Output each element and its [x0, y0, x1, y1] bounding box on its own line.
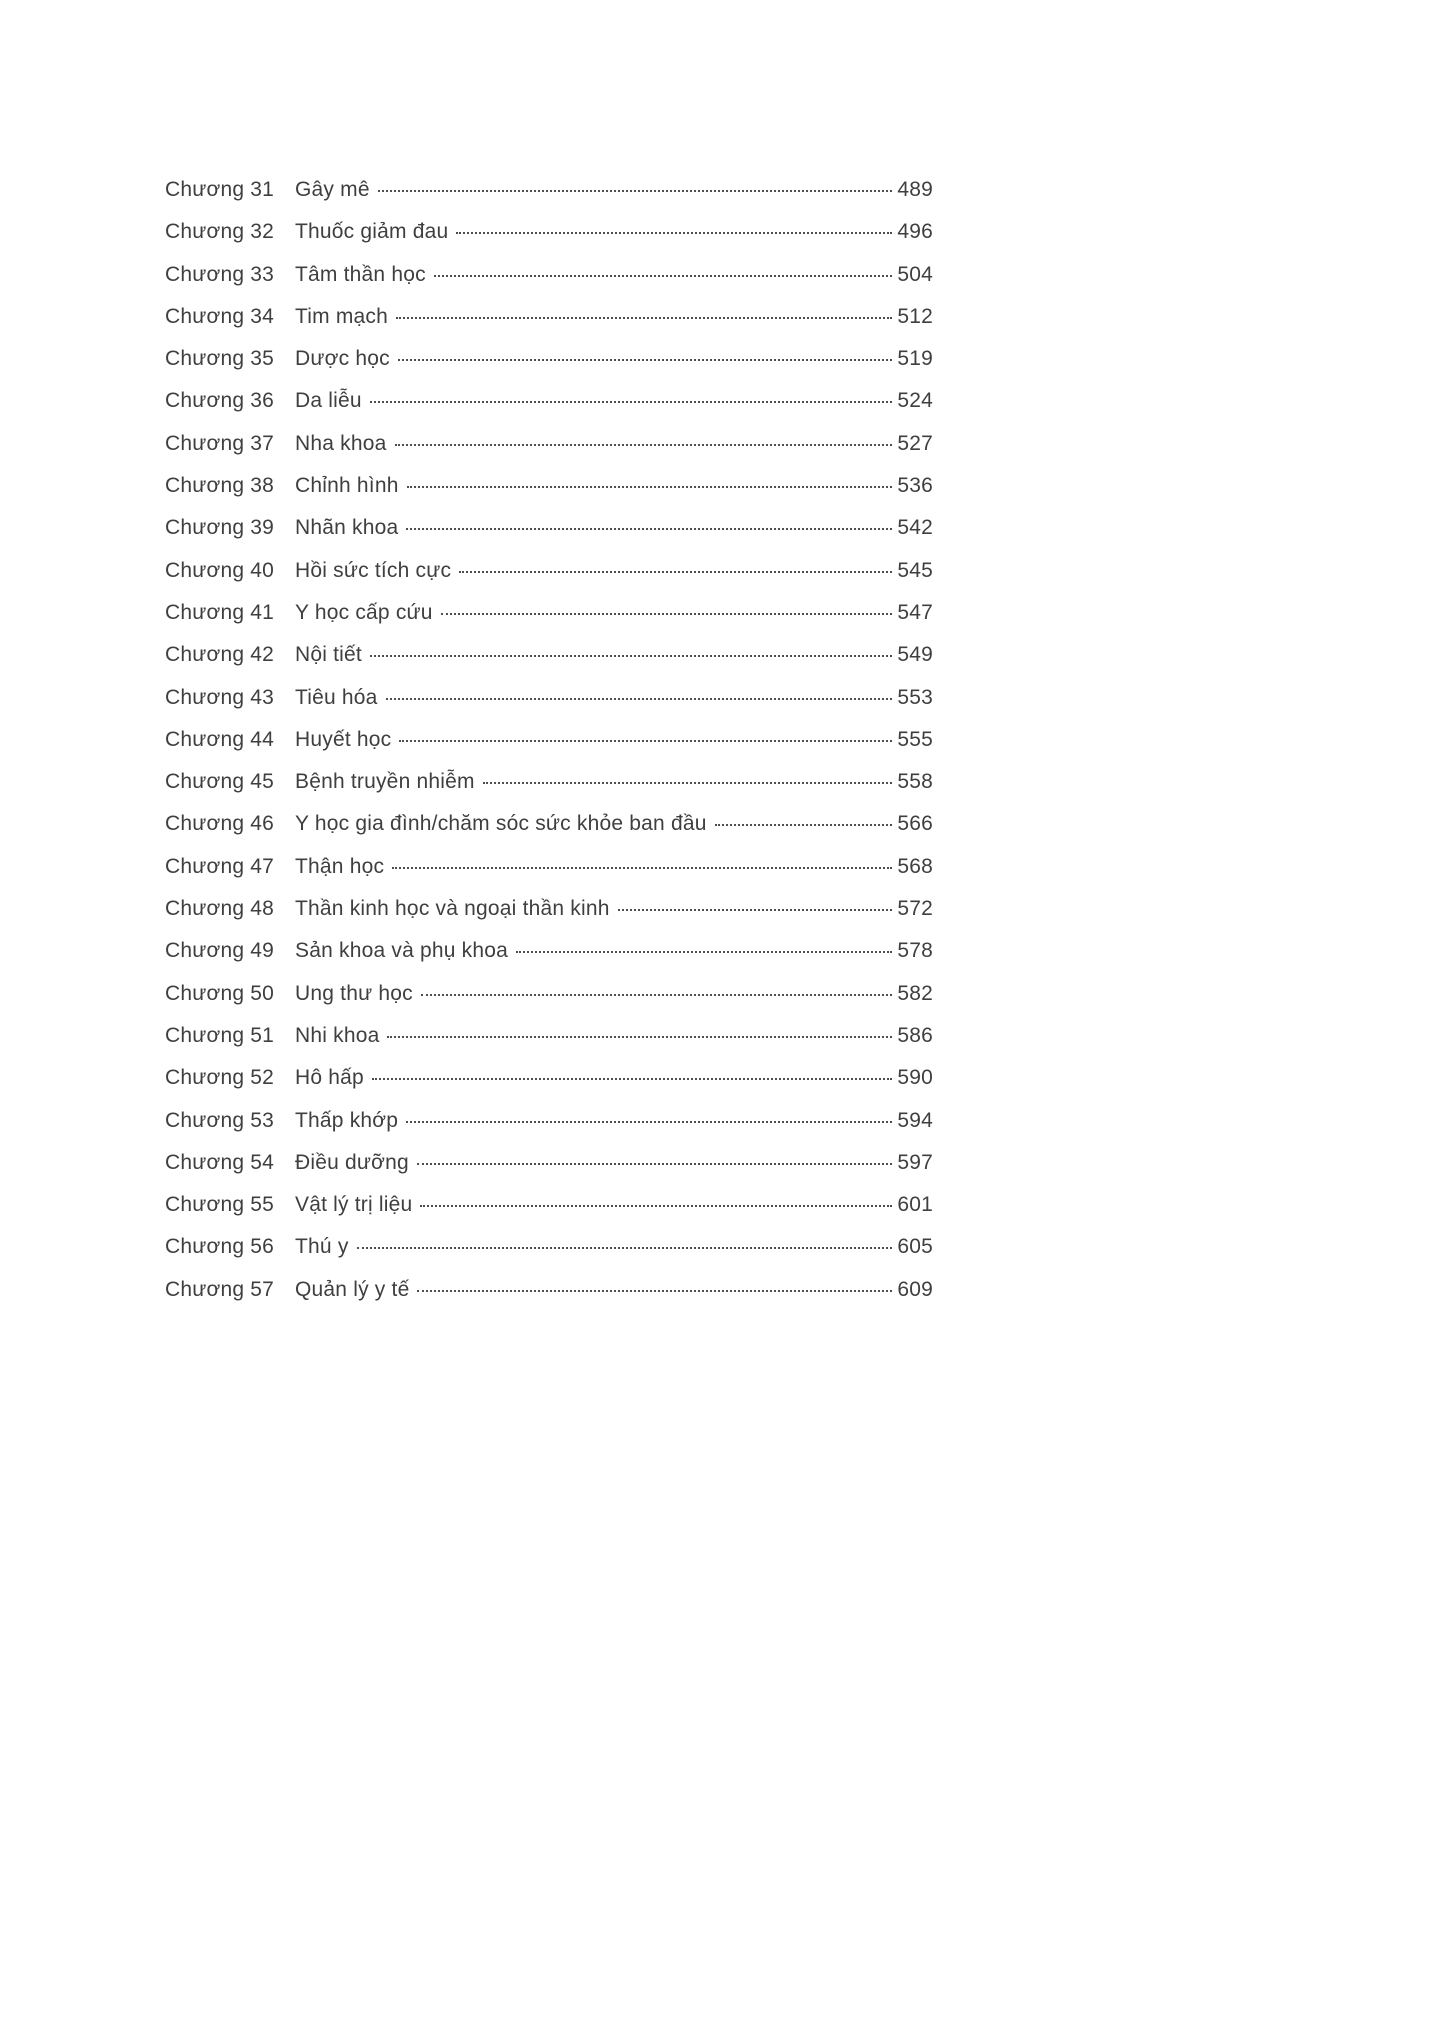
page-number: 609	[897, 1277, 933, 1301]
page-number: 594	[897, 1108, 933, 1132]
dot-leader	[715, 824, 893, 826]
toc-row	[165, 1235, 933, 1277]
dot-leader	[483, 782, 893, 784]
chapter-title: Nhãn khoa	[295, 516, 399, 540]
chapter-label: Chương 55	[165, 1193, 275, 1217]
chapter-label: Chương 54	[165, 1150, 275, 1174]
chapter-title: Tiêu hóa	[295, 685, 378, 709]
toc-row	[165, 855, 933, 897]
chapter-title: Thần kinh học và ngoại thần kinh	[295, 897, 610, 921]
chapter-label: Chương 43	[165, 685, 275, 709]
chapter-title: Y học cấp cứu	[295, 600, 433, 624]
chapter-label: Chương 41	[165, 600, 275, 624]
chapter-title: Huyết học	[295, 727, 392, 751]
page-number: 527	[897, 431, 933, 455]
toc-row	[165, 516, 933, 558]
dot-leader	[357, 1247, 893, 1249]
toc-row	[165, 432, 933, 474]
chapter-label: Chương 53	[165, 1108, 275, 1132]
toc-row	[165, 263, 933, 305]
toc-row	[165, 1193, 933, 1235]
page-number: 605	[897, 1235, 933, 1259]
page-number: 601	[897, 1193, 933, 1217]
chapter-title: Hô hấp	[295, 1066, 364, 1090]
toc-row	[165, 1109, 933, 1151]
chapter-title: Bệnh truyền nhiễm	[295, 770, 475, 794]
page-number: 496	[897, 220, 933, 244]
dot-leader	[392, 867, 892, 869]
toc-row	[165, 178, 933, 220]
dot-leader	[420, 1205, 892, 1207]
chapter-label: Chương 42	[165, 643, 275, 667]
page-number: 504	[897, 262, 933, 286]
dot-leader	[372, 1078, 892, 1080]
page-number: 549	[897, 643, 933, 667]
page-number: 568	[897, 854, 933, 878]
chapter-title: Da liễu	[295, 389, 362, 413]
toc-row	[165, 686, 933, 728]
dot-leader	[399, 740, 892, 742]
page-number: 578	[897, 939, 933, 963]
page-number: 519	[897, 347, 933, 371]
chapter-title: Gây mê	[295, 178, 370, 201]
toc-row	[165, 389, 933, 431]
chapter-title: Chỉnh hình	[295, 474, 399, 498]
chapter-label: Chương 36	[165, 389, 275, 413]
dot-leader	[370, 655, 892, 657]
page-number: 582	[897, 981, 933, 1005]
chapter-label: Chương 38	[165, 474, 275, 498]
toc-row	[165, 728, 933, 770]
chapter-title: Tim mạch	[295, 304, 388, 328]
toc-row	[165, 474, 933, 516]
dot-leader	[456, 232, 892, 234]
dot-leader	[386, 698, 893, 700]
toc-row	[165, 220, 933, 262]
chapter-label: Chương 49	[165, 939, 275, 963]
page-number: 566	[897, 812, 933, 836]
toc-row	[165, 305, 933, 347]
chapter-title: Hồi sức tích cực	[295, 558, 452, 582]
page-number: 590	[897, 1066, 933, 1090]
chapter-label: Chương 32	[165, 220, 275, 244]
page-number: 545	[897, 558, 933, 582]
dot-leader	[395, 444, 893, 446]
chapter-title: Nha khoa	[295, 431, 387, 455]
chapter-label: Chương 52	[165, 1066, 275, 1090]
chapter-label: Chương 45	[165, 770, 275, 794]
page-number: 542	[897, 516, 933, 540]
dot-leader	[417, 1290, 892, 1292]
chapter-label: Chương 39	[165, 516, 275, 540]
chapter-label: Chương 31	[165, 178, 275, 201]
dot-leader	[406, 1121, 892, 1123]
chapter-title: Điều dưỡng	[295, 1150, 409, 1174]
toc-row	[165, 939, 933, 981]
chapter-label: Chương 37	[165, 431, 275, 455]
page-number: 553	[897, 685, 933, 709]
page-number: 572	[897, 897, 933, 921]
chapter-label: Chương 46	[165, 812, 275, 836]
dot-leader	[406, 528, 892, 530]
toc-row	[165, 770, 933, 812]
page-number: 524	[897, 389, 933, 413]
chapter-label: Chương 44	[165, 727, 275, 751]
chapter-title: Ung thư học	[295, 981, 413, 1005]
chapter-title: Thuốc giảm đau	[295, 220, 449, 244]
chapter-title: Sản khoa và phụ khoa	[295, 939, 508, 963]
dot-leader	[398, 359, 893, 361]
chapter-title: Vật lý trị liệu	[295, 1193, 413, 1217]
toc-row	[165, 1024, 933, 1066]
chapter-title: Thấp khớp	[295, 1108, 399, 1132]
dot-leader	[407, 486, 893, 488]
page-number: 547	[897, 600, 933, 624]
toc-row	[165, 897, 933, 939]
page-number: 555	[897, 727, 933, 751]
dot-leader	[441, 613, 893, 615]
chapter-title: Nhi khoa	[295, 1023, 380, 1047]
chapter-title: Thú y	[295, 1235, 349, 1259]
toc-row	[165, 1278, 933, 1320]
chapter-title: Tâm thần học	[295, 262, 426, 286]
chapter-label: Chương 57	[165, 1277, 275, 1301]
chapter-label: Chương 34	[165, 304, 275, 328]
chapter-label: Chương 33	[165, 262, 275, 286]
chapter-label: Chương 35	[165, 347, 275, 371]
dot-leader	[378, 190, 893, 192]
toc-row	[165, 982, 933, 1024]
page-number: 512	[897, 304, 933, 328]
chapter-label: Chương 48	[165, 897, 275, 921]
dot-leader	[516, 951, 892, 953]
dot-leader	[618, 909, 893, 911]
page-number: 536	[897, 474, 933, 498]
page-number: 586	[897, 1023, 933, 1047]
toc-row	[165, 601, 933, 643]
page-number: 558	[897, 770, 933, 794]
chapter-title: Dược học	[295, 347, 390, 371]
page-number: 489	[897, 178, 933, 201]
dot-leader	[459, 571, 892, 573]
chapter-title: Quản lý y tế	[295, 1277, 410, 1301]
page-number: 597	[897, 1150, 933, 1174]
dot-leader	[387, 1036, 892, 1038]
chapter-label: Chương 47	[165, 854, 275, 878]
chapter-label: Chương 51	[165, 1023, 275, 1047]
dot-leader	[421, 994, 893, 996]
chapter-title: Nội tiết	[295, 643, 362, 667]
chapter-label: Chương 56	[165, 1235, 275, 1259]
dot-leader	[396, 317, 892, 319]
chapter-label: Chương 40	[165, 558, 275, 582]
chapter-title: Thận học	[295, 854, 385, 878]
toc-row	[165, 812, 933, 854]
toc-row	[165, 643, 933, 685]
chapter-label: Chương 50	[165, 981, 275, 1005]
dot-leader	[417, 1163, 892, 1165]
toc-row	[165, 347, 933, 389]
toc-row	[165, 1066, 933, 1108]
dot-leader	[370, 401, 893, 403]
toc-row	[165, 1151, 933, 1193]
table-of-contents	[165, 178, 933, 1320]
chapter-title: Y học gia đình/chăm sóc sức khỏe ban đầu	[295, 812, 707, 836]
toc-row	[165, 559, 933, 601]
dot-leader	[434, 275, 893, 277]
